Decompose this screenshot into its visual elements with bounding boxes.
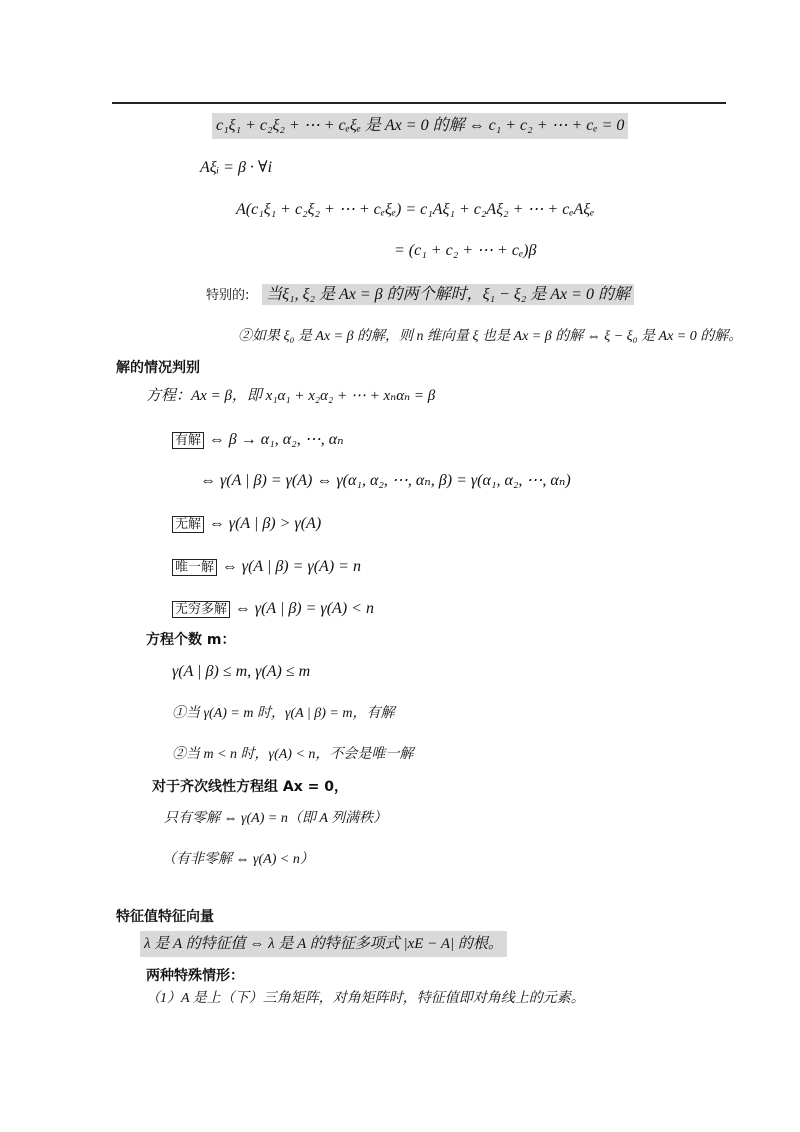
has-solution-label: 有解: [172, 432, 204, 449]
infinite-solution-label: 无穷多解: [172, 601, 230, 618]
eigen-definition: λ 是 A 的特征值 ⇔ λ 是 A 的特征多项式 |xE − A| 的根。: [140, 931, 507, 957]
solution-combination-condition: c₁ξ₁ + c₂ξ₂ + ⋯ + cₑξₑ 是 Ax = 0 的解 ⇔ c₁ + c₂ + ⋯ + cₑ = 0: [212, 113, 628, 139]
unique-solution-label: 唯一解: [172, 559, 217, 576]
section-heading-solution-cases: 解的情况判别: [116, 360, 200, 376]
infinite-solution-row: [172, 597, 374, 621]
no-solution-expr: ⇔ γ(A | β) > γ(A): [208, 515, 322, 532]
special-case-1: （1）A 是上（下）三角矩阵，对角矩阵时，特征值即对角线上的元素。: [146, 991, 585, 1006]
equation-count-expr: γ(A | β) ≤ m, γ(A) ≤ m: [172, 663, 311, 680]
special-text: 当ξ₁, ξ₂ 是 Ax = β 的两个解时，ξ₁ − ξ₂ 是 Ax = 0 的解: [262, 284, 634, 305]
no-solution-row: [172, 512, 321, 536]
count-case-2: ②当 m < n 时，γ(A) < n，不会是唯一解: [172, 747, 414, 762]
has-solution-rank-expr: ⇔ γ(A | β) = γ(A) ⇔ γ(α₁, α₂, ⋯, αₙ, β) = γ(α₁, α₂, ⋯, αₙ): [200, 472, 571, 489]
linear-expansion-result: = (c₁ + c₂ + ⋯ + cₑ)β: [394, 242, 537, 259]
special-case: [206, 283, 634, 307]
eigen-equation: Aξᵢ = β · ∀i: [200, 159, 273, 176]
homogeneous-only-zero: 只有零解 ⇔ γ(A) = n（即 A 列满秩）: [164, 811, 388, 826]
section-heading-eigen: 特征值特征向量: [116, 909, 214, 925]
has-solution-expr: ⇔ β → α₁, α₂, ⋯, αₙ: [208, 431, 344, 448]
unique-solution-row: [172, 555, 361, 579]
count-case-1: ①当 γ(A) = m 时，γ(A | β) = m，有解: [172, 706, 395, 721]
infinite-solution-expr: ⇔ γ(A | β) = γ(A) < n: [234, 600, 374, 617]
homogeneous-heading: 对于齐次线性方程组 Ax = 0，: [152, 779, 348, 795]
linear-expansion: A(c₁ξ₁ + c₂ξ₂ + ⋯ + cₑξₑ) = c₁Aξ₁ + c₂Aξ₂ + ⋯ + cₑAξₑ: [236, 201, 595, 218]
special-label: 特别的:: [206, 288, 250, 303]
has-solution-row: [172, 428, 344, 452]
unique-solution-expr: ⇔ γ(A | β) = γ(A) = n: [221, 558, 361, 575]
equation-count-heading: 方程个数 m：: [146, 632, 236, 648]
header-rule: [112, 102, 726, 104]
note-2: ②如果 ξ₀ 是 Ax = β 的解，则 n 维向量 ξ 也是 Ax = β 的解 ⇔ ξ − ξ₀ 是 Ax = 0 的解。: [238, 329, 743, 344]
homogeneous-nonzero: （有非零解 ⇔ γ(A) < n）: [162, 852, 314, 867]
equation-form: 方程：Ax = β，即 x₁α₁ + x₂α₂ + ⋯ + xₙαₙ = β: [146, 388, 436, 404]
no-solution-label: 无解: [172, 516, 204, 533]
special-cases-heading: 两种特殊情形：: [146, 968, 244, 984]
